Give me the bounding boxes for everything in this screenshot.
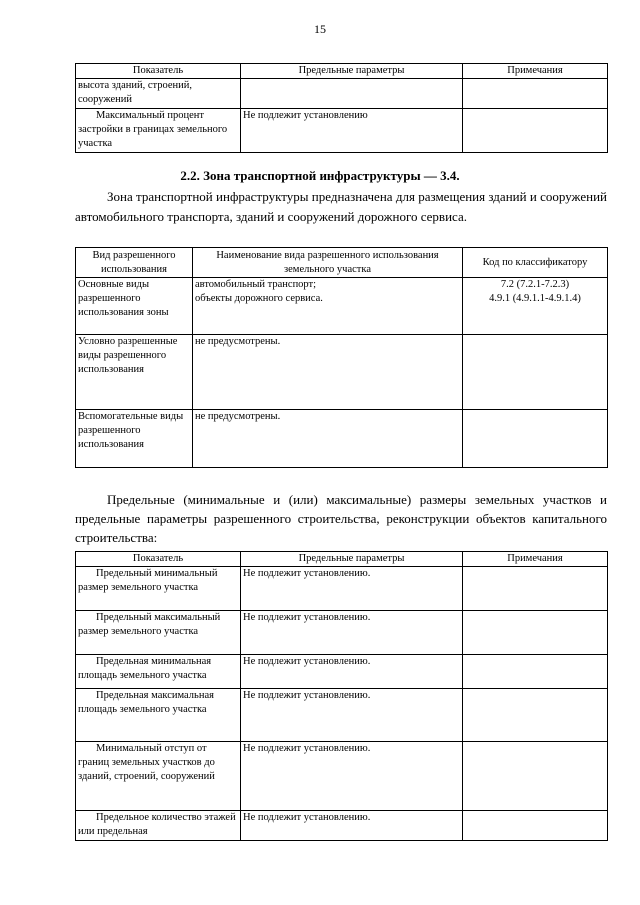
column-header: Примечания: [463, 552, 608, 567]
use-code: 4.9.1 (4.9.1.1-4.9.1.4): [489, 293, 581, 304]
column-header: Предельные параметры: [241, 64, 463, 79]
limits-paragraph: Предельные (минимальные и (или) максимальные) размеры земельных участков и предельные параметры разрешенного строительства, реконструкции объектов капитального строительства:: [75, 492, 607, 545]
table-cell: Не подлежит установлению.: [241, 689, 463, 742]
column-header: Показатель: [76, 64, 241, 79]
use-type-cell: Вспомогательные виды разрешенного использования: [76, 410, 193, 468]
table-cell: Предельный максимальный размер земельного участка: [76, 611, 241, 655]
column-header: Показатель: [76, 552, 241, 567]
top-parameters-table: [75, 63, 608, 153]
use-name: объекты дорожного сервиса.: [195, 293, 323, 304]
table-cell: Не подлежит установлению.: [241, 655, 463, 689]
column-header: Примечания: [463, 64, 608, 79]
table-cell: [463, 811, 608, 841]
table-cell: [463, 79, 608, 109]
use-name: автомобильный транспорт;: [195, 279, 317, 290]
table-cell: Предельное количество этажей или предельная: [76, 811, 241, 841]
table-cell: высота зданий, строений, сооружений: [76, 79, 241, 109]
section-heading: 2.2. Зона транспортной инфраструктуры — 3.4.: [180, 168, 460, 183]
table-cell: Минимальный отступ от границ земельных участков до зданий, строений, сооружений: [76, 742, 241, 811]
table-cell: Максимальный процент застройки в границах земельного участка: [76, 109, 241, 153]
table-cell: Не подлежит установлению.: [241, 811, 463, 841]
intro-paragraph: Зона транспортной инфраструктуры предназначена для размещения зданий и сооружений автомобильного транспорта, зданий и сооружений дорожного сервиса.: [75, 189, 607, 224]
column-header: Вид разрешенного использования: [76, 248, 193, 278]
table-cell: Предельный минимальный размер земельного участка: [76, 567, 241, 611]
column-header: Код по классификатору: [463, 248, 608, 278]
column-header: Предельные параметры: [241, 552, 463, 567]
table-cell: Не подлежит установлению.: [241, 611, 463, 655]
table-cell: [463, 689, 608, 742]
table-cell: Предельная минимальная площадь земельного участка: [76, 655, 241, 689]
table-cell: [463, 567, 608, 611]
table-cell: Не подлежит установлению.: [241, 567, 463, 611]
use-names-cell: не предусмотрены.: [193, 335, 463, 410]
use-codes-cell: [463, 335, 608, 410]
use-names-cell: [193, 278, 463, 335]
table-cell: [241, 79, 463, 109]
use-type-cell: Основные виды разрешенного использования зоны: [76, 278, 193, 335]
table-cell: Предельная максимальная площадь земельного участка: [76, 689, 241, 742]
table-cell: [463, 655, 608, 689]
table-cell: Не подлежит установлению: [241, 109, 463, 153]
use-codes-cell: [463, 410, 608, 468]
table-cell: [463, 109, 608, 153]
table-cell: Не подлежит установлению.: [241, 742, 463, 811]
use-type-cell: Условно разрешенные виды разрешенного использования: [76, 335, 193, 410]
table-cell: [463, 742, 608, 811]
use-codes-cell: [463, 278, 608, 335]
use-names-cell: не предусмотрены.: [193, 410, 463, 468]
permitted-uses-table: [75, 247, 608, 468]
table-cell: [463, 611, 608, 655]
use-code: 7.2 (7.2.1-7.2.3): [500, 279, 570, 290]
page-number: 15: [314, 22, 326, 36]
column-header: Наименование вида разрешенного использования земельного участка: [193, 248, 463, 278]
limits-table: [75, 551, 608, 841]
